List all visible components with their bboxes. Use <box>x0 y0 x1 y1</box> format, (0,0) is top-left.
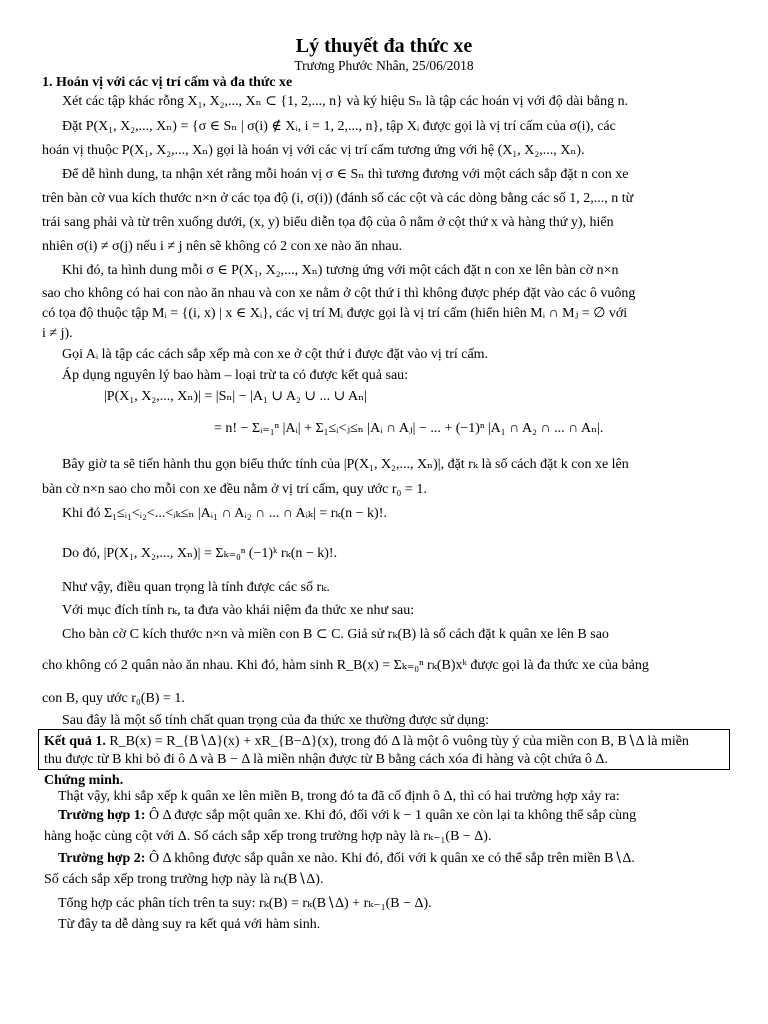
body-line: Gọi Aᵢ là tập các cách sắp xếp mà con xe ở cột thứ i được đặt vào vị trí cấm. <box>62 347 489 362</box>
author-date: Trương Phước Nhân, 25/06/2018 <box>294 58 474 73</box>
proof-line <box>58 851 635 867</box>
body-line: trên bàn cờ vua kích thước n×n ở các tọa độ (i, σ(i)) (đánh số các cột và các dòng bằng các số 1, 2,..., n từ <box>42 191 634 206</box>
body-line: con B, quy ước r₀(B) = 1. <box>42 691 185 706</box>
case1-label: Trường hợp 1: <box>58 808 146 823</box>
case2-text: Ô Δ không được sắp quân xe nào. Khi đó, đối với k quân xe có thể sắp trên miền B∖Δ. <box>148 851 635 866</box>
proof-line: Tổng hợp các phân tích trên ta suy: rₖ(B) = rₖ(B∖Δ) + rₖ₋₁(B − Δ). <box>58 896 432 911</box>
body-line: cho không có 2 quân nào ăn nhau. Khi đó, hàm sinh R_B(x) = Σₖ₌₀ⁿ rₖ(B)xᵏ được gọi là đa thức xe của bảng <box>42 658 649 673</box>
body-line: Sau đây là một số tính chất quan trọng của đa thức xe thường được sử dụng: <box>62 713 489 728</box>
body-line: Với mục đích tính rₖ, ta đưa vào khái niệm đa thức xe như sau: <box>62 603 415 618</box>
section-heading: 1. Hoán vị với các vị trí cấm và đa thức xe <box>42 75 293 90</box>
body-line: bàn cờ n×n sao cho mỗi con xe đều nằm ở vị trí cấm, quy ước r₀ = 1. <box>42 482 427 497</box>
proof-line: Thật vậy, khi sắp xếp k quân xe lên miền B, trong đó ta đã cố định ô Δ, thì có hai trường hợp xảy ra: <box>58 789 620 804</box>
body-line: Như vậy, điều quan trọng là tính được các số rₖ. <box>62 580 330 595</box>
body-line: i ≠ j). <box>42 326 73 341</box>
body-line: Đặt P(X₁, X₂,..., Xₙ) = {σ ∈ Sₙ | σ(i) ∉ Xᵢ, i = 1, 2,..., n}, tập Xᵢ được gọi là vị trí cấm của σ(i), các <box>62 119 616 134</box>
formula-line: |P(X₁, X₂,..., Xₙ)| = |Sₙ| − |A₁ ∪ A₂ ∪ ... ∪ Aₙ| <box>104 389 368 404</box>
result-line: thu được từ B khi bỏ đi ô Δ và B − Δ là miền nhận được từ B bằng cách xóa đi hàng và cột chứa ô Δ. <box>44 752 608 767</box>
proof-label: Chứng minh. <box>44 773 124 788</box>
body-line: Để dễ hình dung, ta nhận xét rằng mỗi hoán vị σ ∈ Sₙ thì tương đương với một cách sắp đặt n con xe <box>62 167 629 182</box>
page-title: Lý thuyết đa thức xe <box>295 35 473 57</box>
body-line: Áp dụng nguyên lý bao hàm – loại trừ ta có được kết quả sau: <box>62 368 409 383</box>
body-line: Xét các tập khác rỗng X₁, X₂,..., Xₙ ⊂ {1, 2,..., n} và ký hiệu Sₙ là tập các hoán vị với độ dài bằng n. <box>62 94 629 109</box>
case1-text: Ô Δ được sắp một quân xe. Khi đó, đối với k − 1 quân xe còn lại ta không thể sắp cùng <box>148 808 637 823</box>
body-line: Khi đó, ta hình dung mỗi σ ∈ P(X₁, X₂,..., Xₙ) tương ứng với một cách đặt n con xe lên bàn cờ n×n <box>62 263 619 278</box>
body-line: trái sang phải và từ trên xuống dưới, (x, y) biểu diễn tọa độ của ô nằm ở cột thứ x và hàng thứ y), hiển <box>42 215 614 230</box>
formula-line: = n! − Σᵢ₌₁ⁿ |Aᵢ| + Σ₁≤ᵢ<ⱼ≤ₙ |Aᵢ ∩ Aⱼ| − ... + (−1)ⁿ |A₁ ∩ A₂ ∩ ... ∩ Aₙ|. <box>214 421 604 436</box>
result-line <box>44 734 689 750</box>
proof-line: Từ đây ta dễ dàng suy ra kết quả với hàm sinh. <box>58 917 321 932</box>
proof-line <box>58 808 636 824</box>
body-line: nhiên σ(i) ≠ σ(j) nếu i ≠ j nên sẽ không có 2 con xe nào ăn nhau. <box>42 239 403 254</box>
body-line: Cho bàn cờ C kích thước n×n và miền con B ⊂ C. Giả sử rₖ(B) là số cách đặt k quân xe lên B sao <box>62 627 609 642</box>
body-line: hoán vị thuộc P(X₁, X₂,..., Xₙ) gọi là hoán vị với các vị trí cấm tương ứng với hệ (X₁, X₂,..., Xₙ). <box>42 143 585 158</box>
formula-line: Do đó, |P(X₁, X₂,..., Xₙ)| = Σₖ₌₀ⁿ (−1)ᵏ rₖ(n − k)!. <box>62 546 338 561</box>
formula-line: Khi đó Σ₁≤ᵢ₁<ᵢ₂<...<ᵢₖ≤ₙ |Aᵢ₁ ∩ Aᵢ₂ ∩ ... ∩ Aᵢₖ| = rₖ(n − k)!. <box>62 506 387 521</box>
proof-line: hàng hoặc cùng cột với Δ. Số cách sắp xếp trong trường hợp này là rₖ₋₁(B − Δ). <box>44 829 492 844</box>
body-line: Bây giờ ta sẽ tiến hành thu gọn biểu thức tính của |P(X₁, X₂,..., Xₙ)|, đặt rₖ là số cách đặt k con xe lên <box>62 457 629 472</box>
body-line: sao cho không có hai con nào ăn nhau và con xe nằm ở cột thứ i thì không được phép đặt vào các ô vuông <box>42 286 636 301</box>
result-label: Kết quả 1. <box>44 734 106 749</box>
proof-line: Số cách sắp xếp trong trường hợp này là rₖ(B∖Δ). <box>44 872 324 887</box>
result-text: R_B(x) = R_{B∖Δ}(x) + xR_{B−Δ}(x), trong đó Δ là một ô vuông tùy ý của miền con B, B∖Δ là miền <box>109 734 689 749</box>
case2-label: Trường hợp 2: <box>58 851 146 866</box>
body-line: có tọa độ thuộc tập Mᵢ = {(i, x) | x ∈ Xᵢ}, các vị trí Mᵢ được gọi là vị trí cấm (hiển hiên Mᵢ ∩ Mⱼ = ∅ với <box>42 306 628 321</box>
